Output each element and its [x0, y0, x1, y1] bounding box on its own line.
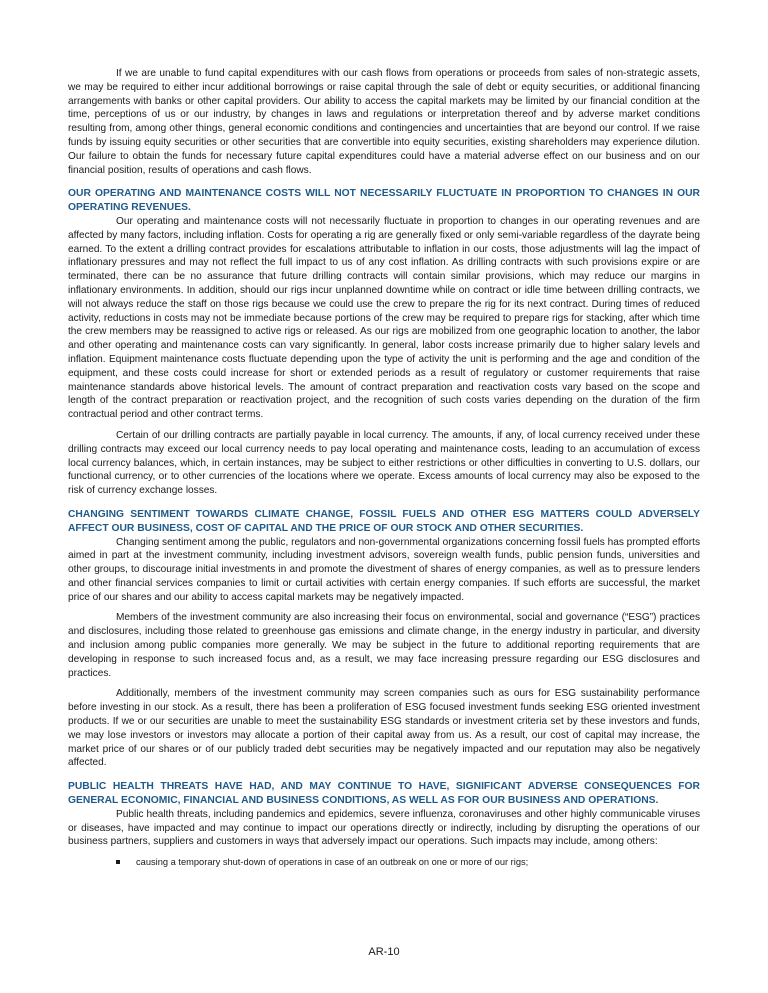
public-health-paragraph-1: Public health threats, including pandemics and epidemics, severe influenza, coronaviruses and other highly communicable viruses or diseases, have impacted and may continue to impact our operations directly or indirectly, including by disrupting the operations of our business partners, suppliers and customers in ways that adversely impact our operations. Such impacts may include, among others:	[68, 808, 700, 848]
square-bullet-icon	[116, 860, 120, 864]
esg-paragraph-2: Members of the investment community are also increasing their focus on environmental, social and governance (“ESG”) practices and disclosures, including those related to greenhouse gas emissions and climate change, in the energy industry in particular, and diversity and inclusion among public companies more generally. We may be subject in the future to additional reporting requirements that are developing in response to such increased focus and, as a result, we may face increasing pressure regarding our ESG disclosures and practices.	[68, 612, 700, 679]
section-heading-esg: CHANGING SENTIMENT TOWARDS CLIMATE CHANGE, FOSSIL FUELS AND OTHER ESG MATTERS COULD ADVERSELY AFFECT OUR BUSINESS, COST OF CAPITAL AND THE PRICE OF OUR STOCK AND OTHER SECURITIES.	[68, 508, 700, 534]
list-item-text: causing a temporary shut-down of operations in case of an outbreak on one or more of our rigs;	[136, 857, 529, 868]
document-page	[68, 67, 700, 869]
esg-paragraph-1: Changing sentiment among the public, regulators and non-governmental organizations concerning fossil fuels has prompted efforts aimed in part at the investment community, including investment advisors, sovereign wealth funds, public pension funds, universities and other groups, to discourage initial investments in and promote the divestment of shares of energy companies, as well as to pressure lenders and other financial services companies to limit or curtail activities with certain energy companies. If such efforts are successful, the market price of our shares and our ability to access capital markets may be negatively impacted.	[68, 536, 700, 603]
page-number: AR-10	[368, 946, 400, 958]
intro-paragraph: If we are unable to fund capital expenditures with our cash flows from operations or proceeds from sales of non-strategic assets, we may be required to either incur additional borrowings or raise capital through the sale of debt or equity securities, or additional financing arrangements with banks or other capital providers. Our ability to access the capital markets may be limited by our financial condition at the time, perceptions of us or our industry, by changes in laws and regulations or interpretation thereof and by adverse market conditions resulting from, among other things, general economic conditions and contingencies and uncertainties that are beyond our control. If we raise funds by issuing equity securities or other securities that are convertible into equity securities, existing shareholders may experience dilution. Our failure to obtain the funds for necessary future capital expenditures could have a material adverse effect on our business and on our financial position, results of operations and cash flows.	[68, 68, 700, 176]
esg-paragraph-3: Additionally, members of the investment community may screen companies such as ours for ESG sustainability performance before investing in our stock. As a result, there has been a proliferation of ESG focused investment funds seeking ESG oriented investment products. If we or our securities are unable to meet the sustainability ESG standards or investment criteria set by these investors and funds, we may lose investors or investors may allocate a portion of their capital away from us. As a result, our cost of capital may increase, the market price of our shares or of our publicly traded debt securities may be negatively impacted and our reputation may also be negatively affected.	[68, 688, 700, 769]
section-heading-public-health: PUBLIC HEALTH THREATS HAVE HAD, AND MAY CONTINUE TO HAVE, SIGNIFICANT ADVERSE CONSEQUENCES FOR GENERAL ECONOMIC, FINANCIAL AND BUSINESS CONDITIONS, AS WELL AS FOR OUR BUSINESS AND OPERATIONS.	[68, 781, 700, 807]
section-heading-operating-costs: OUR OPERATING AND MAINTENANCE COSTS WILL NOT NECESSARILY FLUCTUATE IN PROPORTION TO CHANGES IN OUR OPERATING REVENUES.	[68, 188, 700, 214]
list-item	[68, 856, 700, 869]
public-health-bullet-list	[68, 856, 700, 869]
operating-costs-paragraph-2: Certain of our drilling contracts are partially payable in local currency. The amounts, if any, of local currency received under these drilling contracts may exceed our local currency needs to pay local operating and maintenance costs, leading to an accumulation of excess local currency balances, which, in certain instances, may be subject to either restrictions or other difficulties in converting to U.S. dollars, our functional currency, or to other currencies of the locations where we operate. Excess amounts of local currency may also be exposed to the risk of currency exchange losses.	[68, 429, 700, 497]
operating-costs-paragraph-1: Our operating and maintenance costs will not necessarily fluctuate in proportion to changes in our operating revenues and are affected by many factors, including inflation. Costs for operating a rig are generally fixed or only semi-variable regardless of the dayrate being earned. To the extent a drilling contract provides for escalations attributable to inflation in our costs, those adjustments will lag the impact of inflationary pressures and may not reflect the full impact to us of any cost inflation. As drilling contracts with such provisions expire or are terminated, there can be no assurance that future drilling contracts will contain similar provisions, which may reduce our margins in inflationary environments. In addition, should our rigs incur unplanned downtime while on contract or idle time between drilling contracts, we will not always reduce the staff on those rigs because we could use the crew to prepare the rig for its next contract. During times of reduced activity, reductions in costs may not be immediate because portions of the crew may be required to prepare rigs for stacking, after which time the crew members may be reassigned to active rigs or released. As our rigs are mobilized from one geographic location to another, the labor and other operating and maintenance costs can vary significantly. In general, labor costs increase primarily due to higher salary levels and inflation. Equipment maintenance costs fluctuate depending upon the type of activity the unit is performing and the age and condition of the equipment, and these costs could increase for short or extended periods as a result of regulatory or customer requirements that raise maintenance standards above historical levels. The amount of contract preparation and reactivation costs vary based on the scope and length of the contract preparation or reactivation project, and the recognition of such costs varies depending on the duration of the firm contractual period and other contract terms.	[68, 215, 700, 421]
